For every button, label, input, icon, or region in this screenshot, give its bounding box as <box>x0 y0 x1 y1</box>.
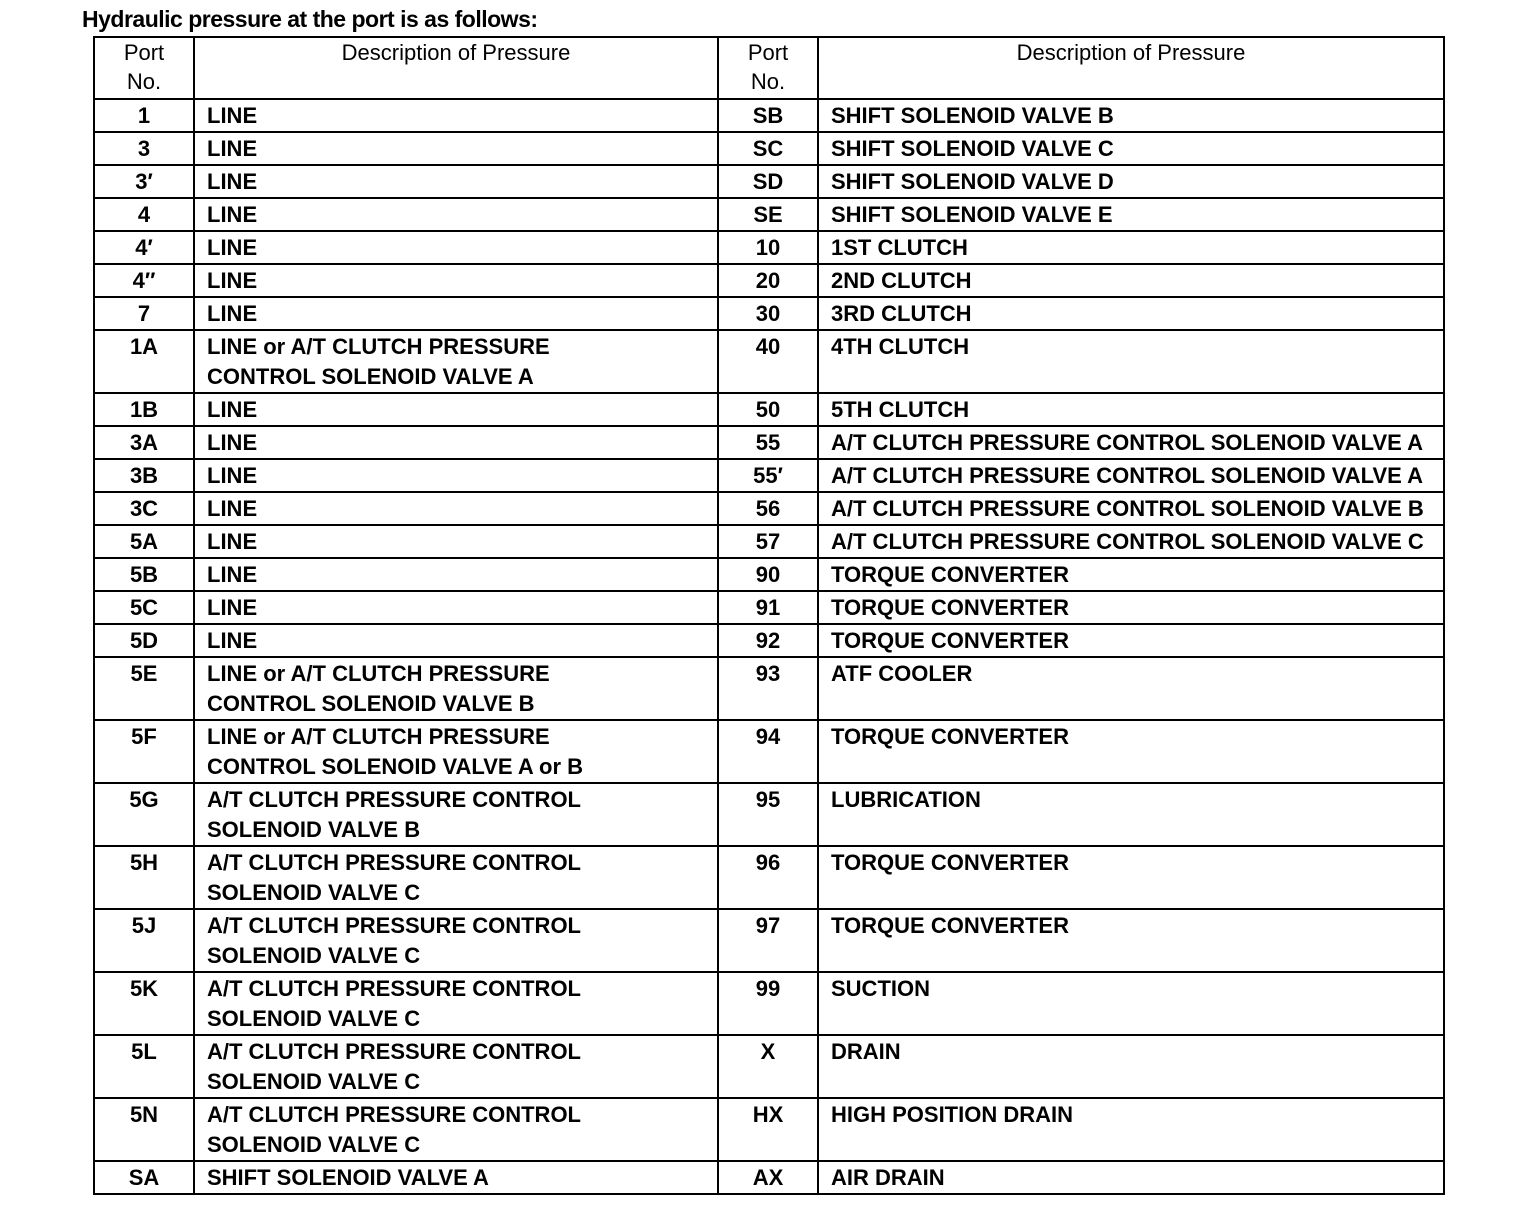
port-number-right: 10 <box>755 235 781 260</box>
port-description-right: LUBRICATION <box>831 787 981 812</box>
table-row <box>94 624 1444 657</box>
port-number-right-cell <box>718 165 818 198</box>
table-row <box>94 1098 1444 1161</box>
table-row <box>94 198 1444 231</box>
port-description-left-cell <box>194 657 718 720</box>
port-number-right: SC <box>752 136 784 161</box>
port-number-left-cell <box>94 1098 194 1161</box>
port-description-right-cell <box>818 165 1444 198</box>
port-number-right: 96 <box>755 850 781 875</box>
table-row <box>94 591 1444 624</box>
port-number-left-cell <box>94 393 194 426</box>
port-description-right: TORQUE CONVERTER <box>831 562 1069 587</box>
table-row <box>94 525 1444 558</box>
port-description-left-cell <box>194 132 718 165</box>
port-number-right: 99 <box>755 976 781 1001</box>
port-description-left-cell <box>194 198 718 231</box>
port-description-left: LINE <box>207 202 258 227</box>
table-row <box>94 459 1444 492</box>
port-number-left: 5B <box>129 562 159 587</box>
table-row <box>94 99 1444 132</box>
port-description-right-cell <box>818 231 1444 264</box>
port-number-left-cell <box>94 426 194 459</box>
port-number-right: 50 <box>755 397 781 422</box>
port-description-right-cell <box>818 624 1444 657</box>
port-description-left: LINE <box>207 397 258 422</box>
port-description-right: A/T CLUTCH PRESSURE CONTROL SOLENOID VALVE B <box>831 496 1424 521</box>
port-description-left-cell <box>194 393 718 426</box>
port-description-right-cell <box>818 525 1444 558</box>
port-number-right: 30 <box>755 301 781 326</box>
port-number-left-cell <box>94 972 194 1035</box>
port-description-right-cell <box>818 393 1444 426</box>
port-description-right: TORQUE CONVERTER <box>831 595 1069 620</box>
port-description-left: LINE <box>207 430 258 455</box>
port-description-left: SHIFT SOLENOID VALVE A <box>207 1165 489 1190</box>
port-description-left-cell <box>194 231 718 264</box>
port-description-right: ATF COOLER <box>831 661 973 686</box>
port-description-right-cell <box>818 657 1444 720</box>
port-number-right-cell <box>718 909 818 972</box>
port-description-left: LINE <box>207 136 258 161</box>
port-description-left-cell <box>194 525 718 558</box>
port-description-right: TORQUE CONVERTER <box>831 724 1069 749</box>
port-number-left: 5K <box>129 976 159 1001</box>
port-number-right-cell <box>718 198 818 231</box>
port-number-right: 40 <box>755 334 781 359</box>
port-number-left: 5G <box>129 787 159 812</box>
port-number-left-cell <box>94 1035 194 1098</box>
table-row <box>94 972 1444 1035</box>
port-description-left: LINE <box>207 103 258 128</box>
table-row <box>94 426 1444 459</box>
port-number-left-cell <box>94 492 194 525</box>
port-number-right-cell <box>718 525 818 558</box>
table-row <box>94 909 1444 972</box>
port-description-right: 5TH CLUTCH <box>831 397 970 422</box>
port-number-right-cell <box>718 393 818 426</box>
port-description-right-cell <box>818 972 1444 1035</box>
port-number-right: 93 <box>755 661 781 686</box>
table-row <box>94 231 1444 264</box>
table-row <box>94 657 1444 720</box>
port-description-left: LINE <box>207 562 258 587</box>
table-row <box>94 264 1444 297</box>
port-description-left: LINE <box>207 529 258 554</box>
port-no-header-label: Port No. <box>747 40 789 94</box>
port-number-left: 4″ <box>132 268 156 293</box>
port-number-right: 91 <box>755 595 781 620</box>
port-number-right-cell <box>718 591 818 624</box>
port-description-left: LINE <box>207 268 258 293</box>
port-number-right-cell <box>718 657 818 720</box>
port-description-left-cell <box>194 1098 718 1161</box>
port-description-right: A/T CLUTCH PRESSURE CONTROL SOLENOID VALVE A <box>831 430 1423 455</box>
port-description-left: A/T CLUTCH PRESSURE CONTROL SOLENOID VALVE C <box>207 1039 581 1094</box>
port-description-right-cell <box>818 330 1444 393</box>
port-number-left-cell <box>94 657 194 720</box>
port-number-left: SA <box>128 1165 160 1190</box>
port-description-left: A/T CLUTCH PRESSURE CONTROL SOLENOID VALVE C <box>207 1102 581 1157</box>
port-number-right-cell <box>718 426 818 459</box>
port-number-right: HX <box>752 1102 784 1127</box>
port-description-left-cell <box>194 720 718 783</box>
port-description-left-cell <box>194 909 718 972</box>
port-number-right-cell <box>718 330 818 393</box>
port-description-right: SHIFT SOLENOID VALVE E <box>831 202 1113 227</box>
port-number-right: 55 <box>755 430 781 455</box>
port-number-right: 55′ <box>753 463 783 488</box>
port-number-right-cell <box>718 459 818 492</box>
port-description-left-cell <box>194 492 718 525</box>
port-number-right-cell <box>718 846 818 909</box>
table-row <box>94 720 1444 783</box>
port-description-right-cell <box>818 198 1444 231</box>
port-description-left-cell <box>194 99 718 132</box>
port-number-left-cell <box>94 1161 194 1194</box>
port-description-left-cell <box>194 165 718 198</box>
port-description-left-cell <box>194 330 718 393</box>
port-number-left-cell <box>94 591 194 624</box>
port-number-right: SE <box>753 202 783 227</box>
table-row <box>94 330 1444 393</box>
port-number-left-cell <box>94 264 194 297</box>
table-row <box>94 393 1444 426</box>
port-description-left: LINE <box>207 595 258 620</box>
port-number-right-cell <box>718 972 818 1035</box>
port-description-left: A/T CLUTCH PRESSURE CONTROL SOLENOID VALVE B <box>207 787 581 842</box>
port-number-right-cell <box>718 231 818 264</box>
port-description-right-cell <box>818 720 1444 783</box>
port-description-left: LINE or A/T CLUTCH PRESSURE CONTROL SOLENOID VALVE B <box>207 661 550 716</box>
port-number-right-cell <box>718 297 818 330</box>
port-number-right: SD <box>752 169 784 194</box>
port-number-right-cell <box>718 624 818 657</box>
port-number-left: 1 <box>137 103 151 128</box>
port-number-left-cell <box>94 846 194 909</box>
port-number-right: AX <box>752 1165 784 1190</box>
port-number-left: 4′ <box>135 235 153 260</box>
description-header-label: Description of Pressure <box>341 40 571 65</box>
table-row <box>94 165 1444 198</box>
port-number-right: 90 <box>755 562 781 587</box>
port-description-right-cell <box>818 591 1444 624</box>
port-description-right-cell <box>818 264 1444 297</box>
table-row <box>94 1161 1444 1194</box>
port-description-left: LINE <box>207 169 258 194</box>
port-description-left: LINE <box>207 301 258 326</box>
port-description-left: A/T CLUTCH PRESSURE CONTROL SOLENOID VALVE C <box>207 913 581 968</box>
port-description-right-cell <box>818 1035 1444 1098</box>
port-number-left-cell <box>94 525 194 558</box>
port-description-right: SHIFT SOLENOID VALVE D <box>831 169 1114 194</box>
table-row <box>94 783 1444 846</box>
table-row <box>94 297 1444 330</box>
port-description-right: A/T CLUTCH PRESSURE CONTROL SOLENOID VALVE A <box>831 463 1423 488</box>
port-number-right: 57 <box>755 529 781 554</box>
port-description-left-cell <box>194 591 718 624</box>
port-number-left: 4 <box>137 202 151 227</box>
port-description-left: A/T CLUTCH PRESSURE CONTROL SOLENOID VALVE C <box>207 976 581 1031</box>
port-description-left-cell <box>194 459 718 492</box>
port-description-left: LINE <box>207 463 258 488</box>
port-number-left: 3A <box>129 430 159 455</box>
port-number-left: 3B <box>129 463 159 488</box>
port-description-left-cell <box>194 972 718 1035</box>
port-description-right-cell <box>818 783 1444 846</box>
port-number-right: 97 <box>755 913 781 938</box>
port-description-right: 4TH CLUTCH <box>831 334 970 359</box>
port-description-right: 2ND CLUTCH <box>831 268 972 293</box>
port-description-right: TORQUE CONVERTER <box>831 850 1069 875</box>
port-description-right-cell <box>818 1161 1444 1194</box>
table-header-row <box>94 37 1444 99</box>
table-row <box>94 1035 1444 1098</box>
port-number-left-cell <box>94 165 194 198</box>
port-description-left: LINE or A/T CLUTCH PRESSURE CONTROL SOLENOID VALVE A or B <box>207 724 584 779</box>
port-number-right-cell <box>718 492 818 525</box>
port-description-right-cell <box>818 846 1444 909</box>
port-number-left-cell <box>94 198 194 231</box>
port-no-header-left <box>94 37 194 99</box>
port-number-left-cell <box>94 231 194 264</box>
port-number-right-cell <box>718 132 818 165</box>
port-number-left-cell <box>94 99 194 132</box>
port-number-left: 5E <box>130 661 158 686</box>
port-description-right: A/T CLUTCH PRESSURE CONTROL SOLENOID VALVE C <box>831 529 1424 554</box>
description-header-left <box>194 37 718 99</box>
page-title: Hydraulic pressure at the port is as follows: <box>82 6 538 32</box>
port-description-right: HIGH POSITION DRAIN <box>831 1102 1074 1127</box>
port-description-right: SHIFT SOLENOID VALVE B <box>831 103 1114 128</box>
port-description-right: SHIFT SOLENOID VALVE C <box>831 136 1114 161</box>
port-number-right-cell <box>718 558 818 591</box>
port-number-left-cell <box>94 132 194 165</box>
port-number-right: 20 <box>755 268 781 293</box>
port-description-left-cell <box>194 558 718 591</box>
table-row <box>94 132 1444 165</box>
port-description-left: LINE or A/T CLUTCH PRESSURE CONTROL SOLENOID VALVE A <box>207 334 550 389</box>
port-number-left: 5H <box>129 850 159 875</box>
port-number-left: 5D <box>129 628 159 653</box>
port-description-right-cell <box>818 132 1444 165</box>
port-description-right: SUCTION <box>831 976 930 1001</box>
description-header-right <box>818 37 1444 99</box>
port-description-right-cell <box>818 459 1444 492</box>
port-description-left: LINE <box>207 628 258 653</box>
port-number-left: 5L <box>131 1039 157 1064</box>
port-no-header-label: Port No. <box>123 40 165 94</box>
port-description-left: LINE <box>207 235 258 260</box>
port-number-right-cell <box>718 783 818 846</box>
port-number-left-cell <box>94 720 194 783</box>
port-description-right: TORQUE CONVERTER <box>831 628 1069 653</box>
table-row <box>94 492 1444 525</box>
port-number-left: 3C <box>129 496 159 521</box>
port-no-header-right <box>718 37 818 99</box>
port-number-right-cell <box>718 99 818 132</box>
port-description-left-cell <box>194 846 718 909</box>
port-number-right-cell <box>718 1035 818 1098</box>
table-row <box>94 846 1444 909</box>
port-number-right: 95 <box>755 787 781 812</box>
table-row <box>94 558 1444 591</box>
port-number-right: SB <box>752 103 784 128</box>
port-description-left: A/T CLUTCH PRESSURE CONTROL SOLENOID VALVE C <box>207 850 581 905</box>
port-description-left-cell <box>194 783 718 846</box>
port-description-right: 3RD CLUTCH <box>831 301 972 326</box>
port-description-right: DRAIN <box>831 1039 901 1064</box>
port-description-left-cell <box>194 426 718 459</box>
port-number-left: 3′ <box>135 169 153 194</box>
port-description-right-cell <box>818 909 1444 972</box>
port-description-right-cell <box>818 297 1444 330</box>
port-description-left-cell <box>194 1035 718 1098</box>
port-description-left-cell <box>194 624 718 657</box>
port-number-right: 92 <box>755 628 781 653</box>
port-number-right: 94 <box>755 724 781 749</box>
port-description-right-cell <box>818 558 1444 591</box>
port-number-left-cell <box>94 783 194 846</box>
port-description-right-cell <box>818 426 1444 459</box>
port-number-left: 3 <box>137 136 151 161</box>
port-number-right-cell <box>718 264 818 297</box>
port-description-left: LINE <box>207 496 258 521</box>
port-number-left-cell <box>94 558 194 591</box>
port-number-left: 5J <box>131 913 157 938</box>
port-number-right-cell <box>718 1161 818 1194</box>
port-description-left-cell <box>194 264 718 297</box>
port-number-right: 56 <box>755 496 781 521</box>
port-description-left-cell <box>194 1161 718 1194</box>
port-number-right-cell <box>718 1098 818 1161</box>
port-number-right: X <box>760 1039 776 1064</box>
port-description-right: 1ST CLUTCH <box>831 235 968 260</box>
port-number-left: 1B <box>129 397 159 422</box>
port-number-left-cell <box>94 330 194 393</box>
port-description-right: TORQUE CONVERTER <box>831 913 1069 938</box>
port-number-left-cell <box>94 459 194 492</box>
port-number-left-cell <box>94 909 194 972</box>
description-header-label: Description of Pressure <box>1016 40 1246 65</box>
port-number-left: 5N <box>129 1102 159 1127</box>
port-pressure-table <box>93 36 1445 1195</box>
port-number-left: 1A <box>129 334 159 359</box>
port-number-left: 5F <box>131 724 157 749</box>
port-description-right-cell <box>818 1098 1444 1161</box>
port-number-left-cell <box>94 297 194 330</box>
port-number-left-cell <box>94 624 194 657</box>
port-description-right-cell <box>818 99 1444 132</box>
port-number-left: 7 <box>137 301 151 326</box>
port-description-right: AIR DRAIN <box>831 1165 945 1190</box>
port-description-right-cell <box>818 492 1444 525</box>
port-number-right-cell <box>718 720 818 783</box>
port-number-left: 5A <box>129 529 159 554</box>
table-body <box>94 99 1444 1194</box>
port-description-left-cell <box>194 297 718 330</box>
port-number-left: 5C <box>129 595 159 620</box>
